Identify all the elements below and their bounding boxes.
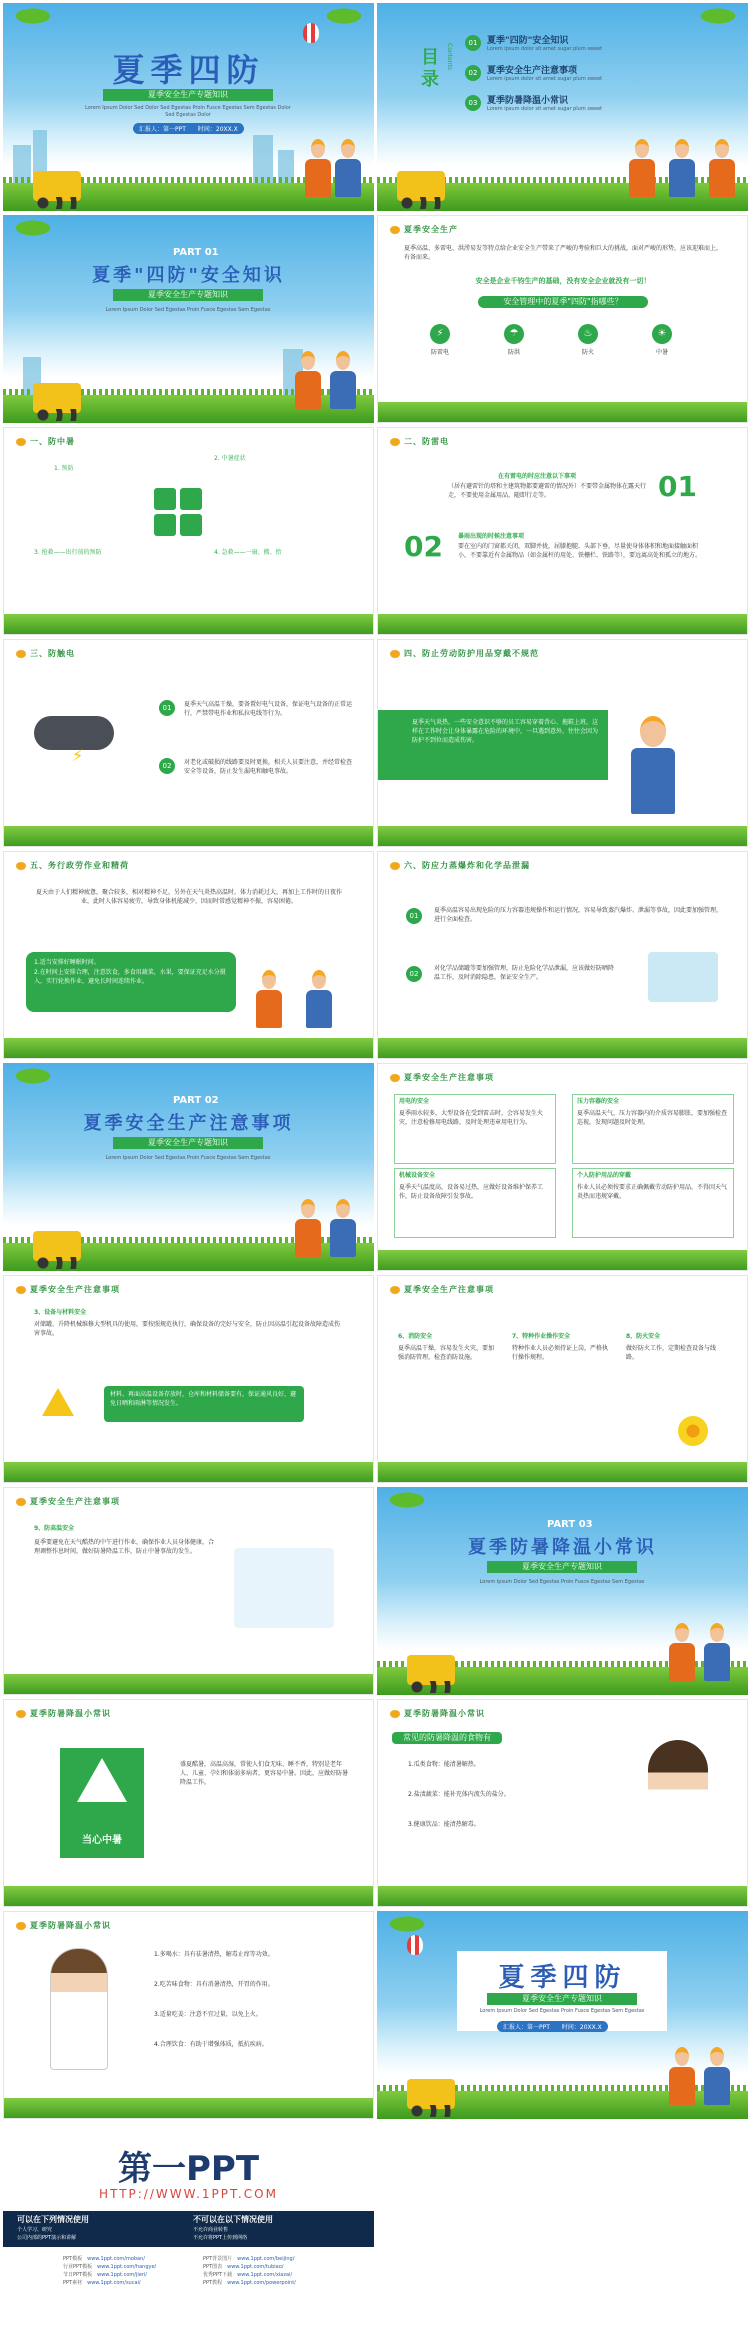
leaf-decoration (3, 1063, 63, 1089)
part-subtitle: 夏季安全生产专题知识 (113, 289, 263, 301)
grid-icon (180, 514, 202, 536)
number-02: 02 (159, 758, 175, 774)
worker-illustration (254, 970, 284, 1028)
link-url[interactable]: www.1ppt.com/jieri/ (97, 2272, 147, 2278)
col-title: 8、防火安全 (626, 1333, 661, 1340)
excavator-icon (407, 2079, 455, 2109)
cover-subtitle: 夏季安全生产专题知识 (103, 89, 273, 101)
leaf-decoration (3, 215, 63, 241)
grid-icon (180, 488, 202, 510)
promo-url[interactable]: HTTP://WWW.1PPT.COM (99, 2187, 278, 2201)
box-text: 夏季高温天气，压力容器内的介质容易膨胀，要加强检查巡视，发现问题及时处理。 (577, 1110, 728, 1126)
leaf-decoration (3, 3, 63, 29)
slide-tips[interactable] (3, 1911, 374, 2119)
item-en: Lorem ipsum dolor sit amet sugar plum sweet (487, 46, 603, 52)
slide-part2[interactable] (3, 1063, 374, 1271)
tip-box (26, 952, 236, 1012)
warning-text: 材料、再面高温设备存放时，仓库和材料储备要有，保证通风良好，避免日晒和雨淋等情况发生。 (110, 1391, 297, 1407)
slide-cover[interactable] (3, 3, 374, 211)
promo-panel (3, 2123, 374, 2328)
warning-icon (42, 1388, 74, 1416)
item-number: 01 (465, 35, 481, 51)
flood-icon: ☂ (504, 324, 524, 344)
tip-item: 2.吃苦味食物：具有消暑清热，开胃的作用。 (154, 1981, 274, 1988)
section-heading: 四、防止劳动防护用品穿戴不规范 (390, 648, 539, 659)
foods-bar: 常见的防暑降温的食物有 (392, 1732, 502, 1744)
storm-cloud-icon (34, 716, 114, 750)
number-01: 01 (658, 470, 697, 503)
link-label: PPT背景图片 (203, 2256, 233, 2262)
heat-icon: ☀ (652, 324, 672, 344)
links-left (63, 2255, 156, 2287)
excavator-icon (397, 171, 445, 201)
col-title: 7、特种作业操作安全 (512, 1333, 571, 1340)
heat-warning-sign (60, 1748, 144, 1858)
worker-illustration (627, 139, 657, 197)
link-url[interactable]: www.1ppt.com/powerpoint/ (227, 2280, 296, 2286)
section-paragraph: 对储罐、升降机械维修大型机具的使用，要按照规范执行，确保设备的完好与安全，防止因高温引起设备故障造成伤害事故。 (34, 1321, 341, 1337)
link-url[interactable]: www.1ppt.com/sucai/ (87, 2280, 141, 2286)
question-bar: 安全管理中的夏季"四防"指哪些？ (478, 296, 648, 308)
grass-decoration (4, 1038, 373, 1058)
grass-decoration (4, 1674, 373, 1694)
slide-overtime[interactable] (3, 851, 374, 1059)
precaution-box (572, 1094, 734, 1164)
icon-label: 防雷电 (430, 349, 449, 356)
part-subtitle: 夏季安全生产专题知识 (113, 1137, 263, 1149)
slide-foods[interactable] (377, 1699, 748, 1907)
section-paragraph: 盛夏酷暑，高温高湿，常使人们食无味、睡不香，特别是老年人、儿童、孕妇和体弱多病者，更容易中暑。因此，应做好防暑降温工作。 (180, 1761, 349, 1786)
food-item: 3.健康饮品：能清热解毒。 (408, 1821, 480, 1828)
section-paragraph: 夏天由于人们精神疲惫，聚合较多，相对精神不足，另外在天气炎热高温时，体力消耗过大，再加上工作时的日夜作业，此时人体容易疲劳，导致身体机能减少，因而时常感觉精神不振，容易困倦。 (35, 889, 342, 905)
sub-text: 要在室内的门窗都关闭，双脚并拢，屈膝抱腿，头部下垂，尽量使身体体积和地面接触面积小，不要靠近有金属物品（如金属杆的用处、铁栅栏、铁路等），要远离高处和孤立的地方。 (458, 543, 702, 559)
leaf-decoration (377, 1911, 437, 1937)
construction-illustration (234, 1548, 334, 1628)
cover-meta: 汇报人：第一PPT 时间：20XX.X (133, 123, 244, 134)
ppt-logo: 第一PPT (117, 2149, 260, 2189)
slide-ppe[interactable] (377, 639, 748, 847)
ending-meta: 汇报人：第一PPT 时间：20XX.X (497, 2021, 608, 2032)
section-heading: 三、防触电 (16, 648, 75, 659)
link-url[interactable]: www.1ppt.com/tubiao/ (227, 2264, 284, 2270)
excavator-icon (407, 1655, 455, 1685)
cannot-item: 不允许将PPT上传到网络 (193, 2235, 248, 2241)
precaution-box (394, 1168, 556, 1238)
sub-text: （居有避雷针的塔和主建筑物都要避雷的情况外）不要带金属物体在露天行走，不要使用金属用品，随即行走等。 (448, 483, 647, 499)
point-text: 对老化或破损的线路要及时更换，相关人员要注意，并经常检查安全等设备，防止发生漏电和触电事故。 (184, 759, 353, 775)
worker-illustration (328, 1199, 358, 1257)
tip-item: 1.多喝水：具有祛暑清热，解毒止痒等功效。 (154, 1951, 274, 1958)
contents-list (465, 33, 602, 113)
tip-text: 2.在时间上安排合理，注意饮食，多食用蔬菜，水果，要保证充足水分摄入，实行轮换作业，避免长时间连续作业。 (34, 969, 226, 985)
box-title: 用电的安全 (399, 1098, 430, 1105)
excavator-icon (33, 171, 81, 201)
worker-illustration (293, 1199, 323, 1257)
section-heading: 一、防中暑 (16, 436, 75, 447)
ending-title: 夏季四防 (498, 1963, 627, 1993)
slide-heat-safety[interactable] (3, 1487, 374, 1695)
grass-decoration (378, 1886, 747, 1906)
slide-lightning[interactable] (377, 427, 748, 635)
slogan: 安全是企业千钧生产的基础，没有安全企业就没有一切！ (475, 277, 651, 285)
sub-heading: 暴雨出现的时候注意事项 (458, 533, 525, 540)
precaution-box (394, 1094, 556, 1164)
worker-illustration (628, 716, 678, 816)
section-heading: 夏季安全生产注意事项 (16, 1284, 120, 1295)
col-text: 夏季高温干燥，容易发生火灾，要加强消防管理，检查消防设施。 (398, 1345, 495, 1361)
icon-label: 防火 (581, 349, 594, 356)
lightning-icon: ⚡ (430, 324, 450, 344)
link-url[interactable]: www.1ppt.com/xiazai/ (237, 2272, 293, 2278)
slide-ending[interactable] (377, 1911, 748, 2119)
icon-grid (154, 488, 202, 536)
icon-label: 中暑 (655, 349, 668, 356)
grass-decoration (4, 1462, 373, 1482)
item-text: 夏季"四防"安全知识 (487, 36, 569, 46)
part-subtitle: 夏季安全生产专题知识 (487, 1561, 637, 1573)
link-label: 节日PPT模板 (63, 2272, 93, 2278)
item-number: 03 (465, 95, 481, 111)
link-label: PPT素材 (63, 2280, 83, 2286)
worker-illustration (304, 970, 334, 1028)
leaf-decoration (688, 3, 748, 29)
contents-label: 目录 (421, 47, 439, 90)
link-label: PPT图表 (203, 2264, 223, 2270)
can-item: 公司内部的PPT演示和讲解 (17, 2235, 77, 2241)
tip-item: 3.适量吃姜：注意不宜过量，以免上火。 (154, 2011, 262, 2018)
cover-title: 夏季四防 (112, 51, 265, 89)
worker-illustration (293, 351, 323, 409)
part-desc: Lorem Ipsum Dolor Sed Egestas Proin Fusce Egestas Sem Egestas (105, 307, 271, 313)
grid-icon (154, 514, 176, 536)
balloon-icon (407, 1935, 423, 1955)
section-heading: 夏季防暑降温小常识 (16, 1920, 111, 1931)
link-url[interactable]: www.1ppt.com/moban/ (87, 2256, 145, 2262)
contents-label-en: Contents (446, 43, 453, 70)
section-heading: 夏季安全生产 (390, 224, 458, 235)
link-label: PPT模板 (63, 2256, 83, 2262)
grid-icon (154, 488, 176, 510)
item-title: 2. 中暑症状 (214, 455, 246, 462)
item-text: 夏季防暑降温小常识 (487, 96, 569, 106)
excavator-icon (33, 383, 81, 413)
cannot-title: 不可以在以下情况使用 (193, 2215, 273, 2224)
section-heading: 夏季防暑降温小常识 (390, 1708, 485, 1719)
grass-decoration (4, 2098, 373, 2118)
slide-heatstroke[interactable] (3, 427, 374, 635)
link-label: 行业PPT模板 (63, 2264, 93, 2270)
number-01: 01 (159, 700, 175, 716)
grass-decoration (378, 1038, 747, 1058)
box-text: 夏季雨水较多，大型设备在受到雷击时，会容易发生火灾，注意检修用电线路，及时处理违章用电行为。 (399, 1110, 544, 1126)
slide-heat-sign[interactable] (3, 1699, 374, 1907)
worker-illustration (702, 2047, 732, 2105)
lightning-icon: ⚡ (72, 746, 84, 765)
usage-band (3, 2211, 374, 2247)
slide-precautions-grid[interactable] (377, 1063, 748, 1271)
part-label: PART 03 (547, 1519, 593, 1530)
contents-item[interactable] (465, 33, 602, 53)
part-label: PART 02 (173, 1095, 219, 1106)
doctor-illustration (50, 1948, 108, 2070)
section-heading: 夏季安全生产注意事项 (390, 1284, 494, 1295)
item-en: Lorem ipsum dolor sit amet sugar plum sweet (487, 106, 603, 112)
doctor-illustration (648, 1740, 708, 1870)
food-item: 2.盐渍蔬菜：能补充体内流失的盐分。 (408, 1791, 510, 1798)
sign-text: 当心中暑 (82, 1835, 122, 1846)
slide-part1[interactable] (3, 215, 374, 423)
link-url[interactable]: www.1ppt.com/hangye/ (97, 2264, 157, 2270)
food-item: 1.瓜类食物：能清暑解热。 (408, 1761, 480, 1768)
box-title: 个人防护用品的穿戴 (577, 1172, 632, 1179)
flower-icon (678, 1416, 708, 1446)
item-title: 4. 急救——一扇、搬、抬 (214, 549, 282, 556)
links-right (203, 2255, 296, 2287)
can-title: 可以在下列情况使用 (17, 2215, 89, 2224)
worker-illustration (328, 351, 358, 409)
slide-part3[interactable] (377, 1487, 748, 1695)
sub-heading: 3、设备与材料安全 (34, 1309, 87, 1316)
slide-equipment[interactable] (3, 1275, 374, 1483)
warning-icon (77, 1758, 127, 1802)
fire-icon: ♨ (578, 324, 598, 344)
link-url[interactable]: www.1ppt.com/beijing/ (237, 2256, 295, 2262)
worker-illustration (667, 139, 697, 197)
grass-decoration (378, 614, 747, 634)
worker-illustration (707, 139, 737, 197)
tip-item: 4.合理饮食：有助于增强体质，抵抗疾病。 (154, 2041, 268, 2048)
grass-decoration (378, 1250, 747, 1270)
can-item: 个人学习、研究 (17, 2227, 53, 2233)
part-title: 夏季防暑降温小常识 (468, 1537, 657, 1558)
part-label: PART 01 (173, 247, 219, 258)
grass-decoration (4, 1886, 373, 1906)
precaution-box (572, 1168, 734, 1238)
ending-desc: Lorem Ipsum Dolor Sed Egestas Proin Fusce Egestas Sem Egestas (479, 2008, 645, 2014)
point-text: 夏季高温容易出现危险的压力容器违规操作和运行情况，容易导致蒸汽爆炸、泄漏等事故，因此要加强管理，进行全面检查。 (434, 907, 723, 923)
slide-contents[interactable] (377, 3, 748, 211)
item-en: Lorem ipsum dolor sit amet sugar plum sweet (487, 76, 603, 82)
grass-decoration (378, 826, 747, 846)
worker-illustration (667, 1623, 697, 1681)
sub-heading: 9、防高温安全 (34, 1525, 75, 1532)
slide-summer-safety[interactable] (377, 215, 748, 423)
section-paragraph: 夏季要避免在天气酷热的中午进行作业，确保作业人员身体健康，合理调整作息时间，做好防暑降温工作，防止中暑事故的发生。 (34, 1539, 215, 1555)
excavator-icon (33, 1231, 81, 1261)
part-title: 夏季安全生产注意事项 (83, 1113, 294, 1134)
ending-subtitle: 夏季安全生产专题知识 (487, 1993, 637, 2005)
leaf-decoration (377, 1487, 437, 1513)
icon-label: 防洪 (507, 349, 520, 356)
balloon-icon (303, 23, 319, 43)
worker-illustration (303, 139, 333, 197)
part-desc: Lorem Ipsum Dolor Sed Egestas Proin Fusce Egestas Sem Egestas (105, 1155, 271, 1161)
slide-three-cols[interactable] (377, 1275, 748, 1483)
col-title: 6、消防安全 (398, 1333, 433, 1340)
section-heading: 夏季安全生产注意事项 (390, 1072, 494, 1083)
worker-illustration (702, 1623, 732, 1681)
section-paragraph: 夏季高温、多雷电、洪涝易发等特点给企业安全生产带来了严峻的考验和巨大的挑战，面对严峻的形势，应该迎难而上，有备而来。 (404, 245, 723, 261)
lab-illustration (648, 952, 718, 1002)
box-text: 作业人员必须按要求正确佩戴劳动防护用品，不得因天气炎热而违规穿戴。 (577, 1184, 728, 1200)
box-title: 机械设备安全 (399, 1172, 436, 1179)
slide-chemical[interactable] (377, 851, 748, 1059)
worker-illustration (333, 139, 363, 197)
link-label: 优秀PPT下载 (203, 2272, 233, 2278)
item-title: 3. 抢救——出行前的预防 (34, 549, 102, 556)
grass-decoration (378, 1462, 747, 1482)
number-02: 02 (406, 966, 422, 982)
tip-text: 1.适当安排好睡眠时间。 (34, 959, 100, 966)
box-text: 夏季天气温度高，设备易过热，应做好设备维护保养工作，防止设备故障引发事故。 (399, 1184, 544, 1200)
grass-decoration (378, 402, 747, 422)
col-text: 特种作业人员必须持证上岗，严格执行操作规程。 (512, 1345, 609, 1361)
warning-box (104, 1386, 304, 1422)
number-02: 02 (404, 530, 443, 563)
grass-decoration (4, 826, 373, 846)
section-heading: 二、防雷电 (390, 436, 449, 447)
slide-electric[interactable] (3, 639, 374, 847)
cannot-item: 不允许商业转售 (193, 2227, 229, 2233)
section-heading: 六、防应力蒸爆炸和化学品泄漏 (390, 860, 530, 871)
section-heading: 五、务行政劳作业和精荷 (16, 860, 129, 871)
number-01: 01 (406, 908, 422, 924)
cover-desc: Lorem Ipsum Dolor Sed Dolor Sed Egestas Proin Fusce Egestas Sem Egestas Dolor Sed Egestas Dolor (85, 105, 291, 118)
point-text: 夏季天气高温干燥，要备置好电气设备，保证电气设备的正常运行，严禁带电作业和私拉电线等行为。 (184, 701, 353, 717)
panel-text: 夏季天气炎热，一些安全意识不够的员工容易穿着背心、拖鞋上班，这样在工作时会让身体暴露在危险的环境中，一旦遇到意外，往往会因为防护不到位而造成伤害。 (412, 719, 599, 744)
section-heading: 夏季防暑降温小常识 (16, 1708, 111, 1719)
sub-heading: 在有雷电的时应注意以下事项 (498, 473, 577, 480)
part-title: 夏季"四防"安全知识 (92, 265, 285, 286)
item-text: 夏季安全生产注意事项 (487, 66, 578, 76)
item-number: 02 (465, 65, 481, 81)
section-heading: 夏季安全生产注意事项 (16, 1496, 120, 1507)
box-title: 压力容器的安全 (577, 1098, 620, 1105)
point-text: 对化学品储罐等要加强管理，防止危险化学品泄漏，应该做好防晒降温工作，及时消除隐患，保证安全生产。 (434, 965, 615, 981)
part-desc: Lorem Ipsum Dolor Sed Egestas Proin Fusce Egestas Sem Egestas (479, 1579, 645, 1585)
col-text: 做好防火工作，定期检查设备与线路。 (626, 1345, 717, 1361)
item-title: 1. 预防 (54, 465, 74, 472)
contents-item[interactable] (465, 93, 602, 113)
contents-item[interactable] (465, 63, 602, 83)
leaf-decoration (314, 3, 374, 29)
link-label: PPT教程 (203, 2280, 223, 2286)
worker-illustration (667, 2047, 697, 2105)
grass-decoration (4, 614, 373, 634)
